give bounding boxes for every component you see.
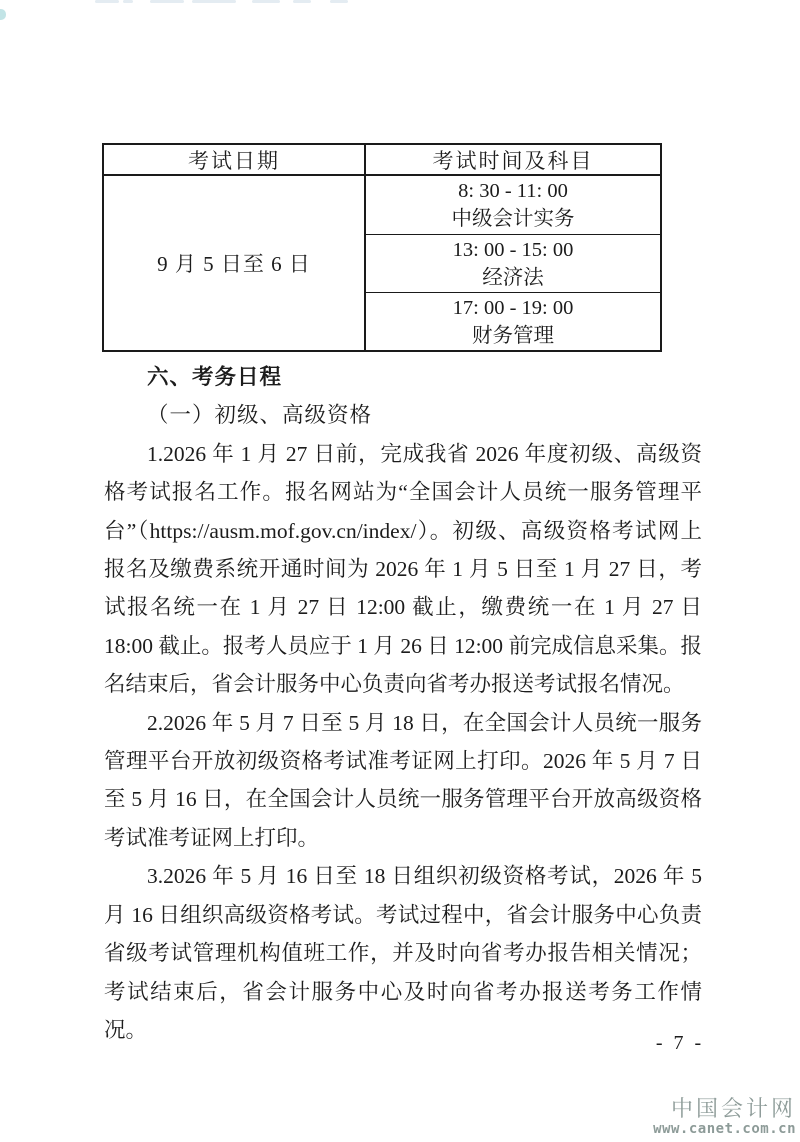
session-time: 17: 00 - 19: 00	[452, 296, 574, 319]
table-row	[366, 176, 660, 234]
page-number: - 7 -	[655, 1032, 705, 1054]
table-row	[366, 234, 660, 292]
session-subject: 财务管理	[472, 324, 554, 347]
document-body	[104, 358, 702, 1049]
watermark-site-url: www.canet.com.cn	[653, 1120, 796, 1137]
table-header-time-subject: 考试时间及科目	[432, 148, 594, 173]
session-list	[366, 176, 660, 350]
paragraph-2: 2.2026 年 5 月 7 日至 5 月 18 日，在全国会计人员统一服务管理平台开放初级资格考试准考证网上打印。2026 年 5 月 7 日至 5 月 16 日，在全国会计人员统一服务管理平台开放高级资格考试准考证网上打印。	[104, 710, 702, 850]
section-heading: 六、考务日程	[147, 365, 283, 389]
scan-artifact	[252, 0, 280, 3]
session-time: 13: 00 - 15: 00	[452, 238, 574, 261]
scan-artifact	[150, 0, 184, 3]
session-time: 8: 30 - 11: 00	[458, 180, 568, 202]
table-row	[366, 292, 660, 350]
exam-date-cell: 9 月 5 日至 6 日	[104, 176, 366, 350]
scan-artifact	[293, 0, 311, 3]
exam-schedule-table	[102, 143, 662, 352]
paragraph-1: 1.2026 年 1 月 27 日前，完成我省 2026 年度初级、高级资格考试报名工作。报名网站为“全国会计人员统一服务管理平台”（https://ausm.mof.gov.cn/index/）。初级、高级资格考试网上报名及缴费系统开通时间为 2026 年 1 月 5 日至 1 月 27 日，考试报名统一在 1 月 27 日 12:00 截止，缴费统一在 1 月 27 日 18:00 截止。报考人员应于 1 月 26 日 12:00 前完成信息采集。报名结束后，省会计服务中心负责向省考办报送考试报名情况。	[104, 441, 702, 697]
session-subject: 中级会计实务	[451, 208, 575, 230]
scan-artifact	[95, 0, 119, 3]
scan-artifact	[123, 0, 133, 3]
table-body	[104, 176, 660, 350]
watermark-site-name: 中国会计网	[670, 1096, 796, 1122]
scan-artifact	[330, 0, 348, 3]
subsection-heading: （一）初级、高级资格	[147, 403, 373, 428]
table-header-exam-date: 考试日期	[104, 145, 366, 174]
session-subject: 经济法	[482, 266, 544, 289]
site-watermark	[653, 1097, 796, 1137]
paragraph-3: 3.2026 年 5 月 16 日至 18 日组织初级资格考试，2026 年 5 月 16 日组织高级资格考试。考试过程中，省会计服务中心负责省级考试管理机构值班工作，并及时向省考办报告相关情况；考试结束后，省会计服务中心及时向省考办报送考务工作情况。	[104, 864, 702, 1042]
scan-artifact	[192, 0, 236, 3]
table-header-row	[104, 145, 660, 176]
scan-artifact	[0, 9, 6, 20]
